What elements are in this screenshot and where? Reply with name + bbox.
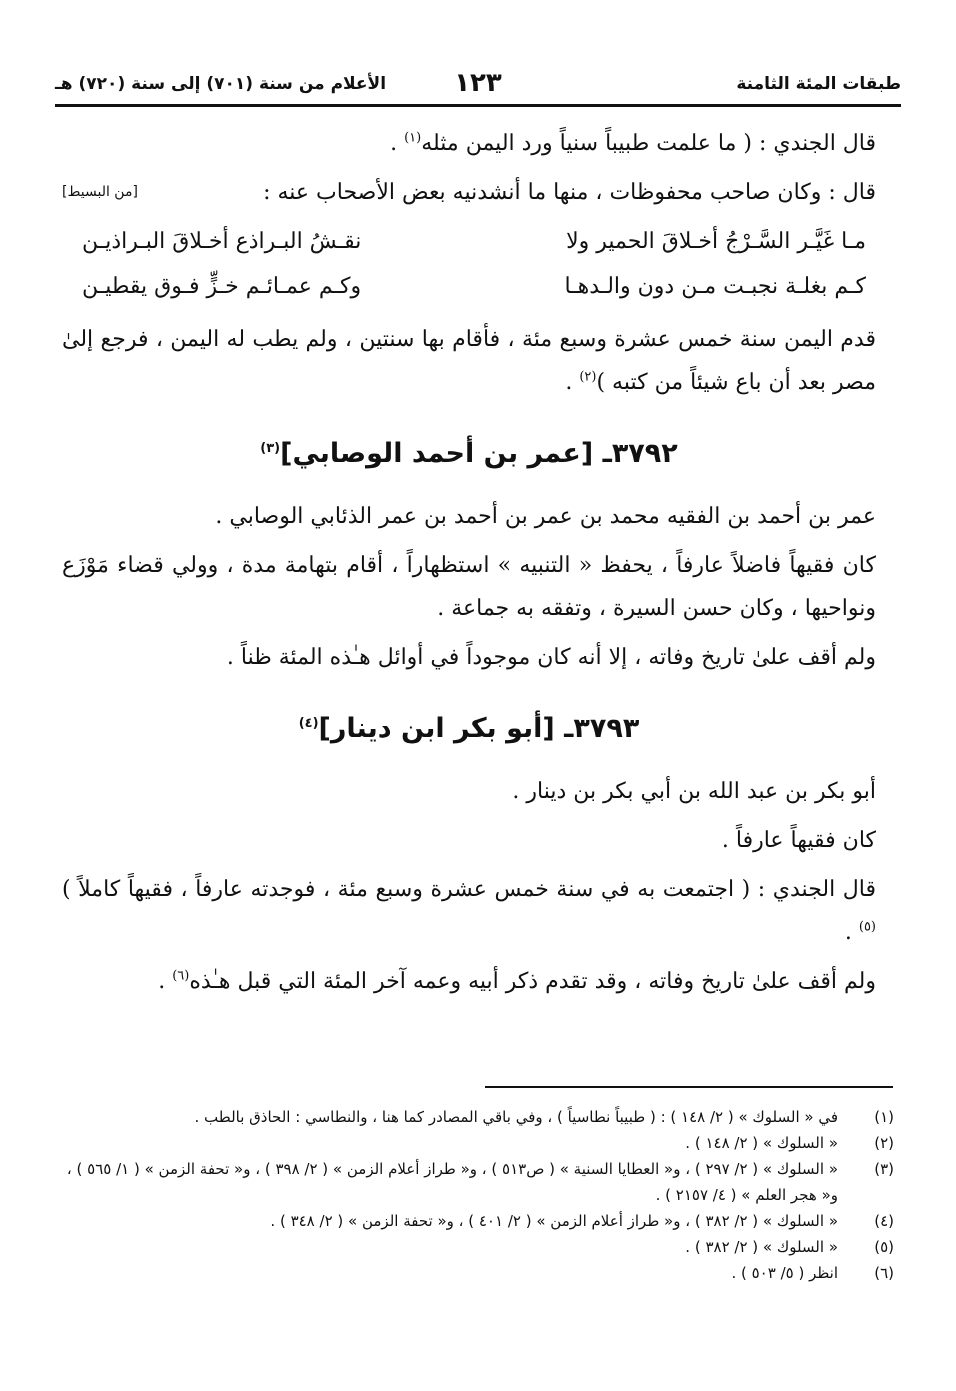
paragraph: [من البسيط] قال : وكان صاحب محفوظات ، منها ما أنشدنيه بعض الأصحاب عنه :	[62, 171, 876, 214]
paragraph: عمر بن أحمد بن الفقيه محمد بن عمر بن أحمد بن عمر الذئابي الوصابي .	[215, 504, 876, 529]
footnote	[62, 1130, 894, 1156]
footnote	[62, 1156, 894, 1208]
footnote-number: (٥)	[874, 1238, 894, 1256]
header-volume-range: الأعلام من سنة (٧٠١) إلى سنة (٧٢٠) هـ	[55, 74, 387, 94]
footnote-text: « السلوك » ( ٢/ ٢٩٧ ) ، و« العطايا السنية » ( ص٥١٣ ) ، و« طراز أعلام الزمن » ( ٢/ ٣٩٨ ) ، و« تحفة الزمن » ( ١/ ٥٦٥ ) ، و« هجر العلم » ( ٤/ ٢١٥٧ ) .	[66, 1160, 838, 1204]
verse-first-hemistich: كـم بغلـة نجبـت مـن دون والـدهـا	[564, 274, 866, 299]
verse-second-hemistich: وكـم عمـائـم خـزٍّ فـوق يقطيـن	[82, 274, 362, 299]
footnote-marker: (١)	[404, 130, 422, 146]
paragraph: كان فقيهاً عارفاً .	[721, 828, 876, 853]
footnote	[62, 1208, 894, 1234]
footnote-marker: (٥)	[858, 919, 876, 935]
footnote-number: (٤)	[874, 1212, 894, 1230]
header-rule	[55, 104, 901, 107]
paragraph: كان فقيهاً فاضلاً عارفاً ، يحفظ « التنبيه » استظهاراً ، أقام بتهامة مدة ، وولي قضاء مَوْزَع ونواحيها ، وكان حسن السيرة ، وتفقه به جماعة .	[62, 553, 876, 621]
meter-label: [من البسيط]	[62, 184, 138, 200]
footnote-text: انظر ( ٥/ ٥٠٣ ) .	[731, 1264, 838, 1282]
footnote-number: (٦)	[874, 1264, 894, 1282]
header-section-title: طبقات المئة الثامنة	[736, 74, 901, 94]
entry-title: ٣٧٩٢ـ [عمر بن أحمد الوصابي]$^{(٣)}$	[260, 438, 678, 469]
footnote-number: (١)	[874, 1108, 894, 1126]
verse-line	[82, 265, 866, 308]
paragraph: ولم أقف علىٰ تاريخ وفاته ، وقد تقدم ذكر أبيه وعمه آخر المئة التي قبل هـٰذه$^{(٦)}$ .	[158, 968, 876, 994]
footnote	[62, 1234, 894, 1260]
verse-line	[82, 220, 866, 263]
page-number: ١٢٣	[454, 68, 502, 98]
paragraph: قال الجندي : ( ما علمت طبيباً سنياً ورد اليمن مثله$^{(١)}$ .	[390, 130, 876, 156]
footnote-text: « السلوك » ( ٢/ ٣٨٢ ) .	[685, 1238, 838, 1256]
paragraph: ولم أقف علىٰ تاريخ وفاته ، إلا أنه كان موجوداً في أوائل هـٰذه المئة ظناً .	[226, 645, 876, 670]
verse-first-hemistich: مـا غَيَّـر السَّـرْجُ أخـلاقَ الحمير ولا	[566, 229, 866, 254]
running-header	[55, 68, 901, 100]
footnote-text: « السلوك » ( ٢/ ٣٨٢ ) ، و« طراز أعلام الزمن » ( ٢/ ٤٠١ ) ، و« تحفة الزمن » ( ٢/ ٣٤٨ ) .	[270, 1212, 838, 1230]
paragraph: أبو بكر بن عبد الله بن أبي بكر بن دينار .	[512, 779, 876, 804]
footnote-marker: (٢)	[579, 369, 597, 385]
footnote-text: « السلوك » ( ٢/ ١٤٨ ) .	[685, 1134, 838, 1152]
footnote-marker: (٦)	[172, 968, 190, 984]
footnote	[62, 1104, 894, 1130]
footnotes	[62, 1104, 894, 1286]
verse-second-hemistich: نقـشُ البـراذع أخـلاقَ البـراذيـن	[82, 229, 362, 254]
footnote-number: (٣)	[874, 1160, 894, 1178]
footnote-marker: (٤)	[298, 716, 319, 731]
footnote	[62, 1260, 894, 1286]
footnote-marker: (٣)	[260, 441, 281, 456]
footnote-number: (٢)	[874, 1134, 894, 1152]
paragraph: قدم اليمن سنة خمس عشرة وسبع مئة ، فأقام بها سنتين ، ولم يطب له اليمن ، فرجع إلىٰ مصر بعد أن باع شيئاً من كتبه )$^{(٢)}$ .	[62, 327, 876, 395]
main-text	[62, 122, 876, 1009]
paragraph: قال الجندي : ( اجتمعت به في سنة خمس عشرة وسبع مئة ، فوجدته عارفاً ، فقيهاً كاملاً )$^{(٥)}$ .	[62, 877, 876, 945]
footnote-rule	[485, 1086, 893, 1088]
footnote-text: في « السلوك » ( ٢/ ١٤٨ ) : ( طبيباً نطاسياً ) ، وفي باقي المصادر كما هنا ، والنطاسي : الحاذق بالطب .	[194, 1108, 838, 1126]
entry-title: ٣٧٩٣ـ [أبو بكر ابن دينار]$^{(٤)}$	[298, 713, 640, 744]
